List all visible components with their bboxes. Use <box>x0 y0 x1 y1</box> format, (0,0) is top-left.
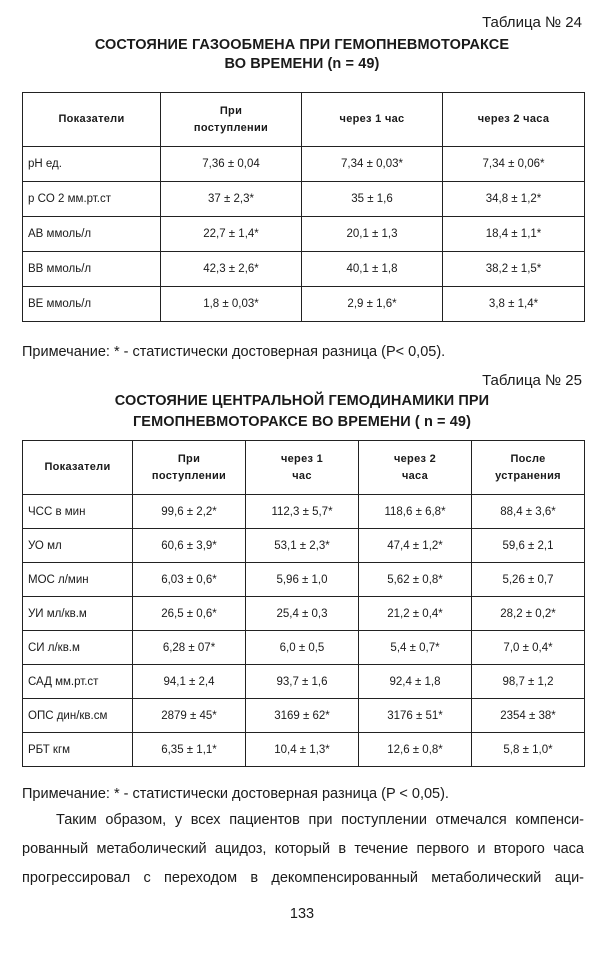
table-cell: 3176 ± 51* <box>359 699 472 733</box>
table-cell: 94,1 ± 2,4 <box>133 665 246 699</box>
table-cell: 22,7 ± 1,4* <box>161 217 302 252</box>
table-24-header-row <box>23 93 585 147</box>
paragraph-line: Таким образом, у всех пациентов при поступлении отмечался компенси- <box>56 812 584 828</box>
table-cell: 28,2 ± 0,2* <box>472 597 585 631</box>
table-cell: 18,4 ± 1,1* <box>443 217 585 252</box>
row-label: УО мл <box>23 529 133 563</box>
table-cell: 98,7 ± 1,2 <box>472 665 585 699</box>
table-cell: 3,8 ± 1,4* <box>443 287 585 322</box>
table-row <box>23 495 585 529</box>
body-paragraph <box>22 806 584 893</box>
table-24-title-line-1: СОСТОЯНИЕ ГАЗООБМЕНА ПРИ ГЕМОПНЕВМОТОРАКСЕ <box>94 37 510 53</box>
table-cell: 40,1 ± 1,8 <box>302 252 443 287</box>
table-25-title-line-1: СОСТОЯНИЕ ЦЕНТРАЛЬНОЙ ГЕМОДИНАМИКИ ПРИ <box>114 393 490 409</box>
table-cell: 25,4 ± 0,3 <box>246 597 359 631</box>
table-cell: 20,1 ± 1,3 <box>302 217 443 252</box>
paragraph-line: рованный метаболический ацидоз, который в течение первого и второго часа <box>22 841 584 857</box>
table-cell: 5,4 ± 0,7* <box>359 631 472 665</box>
table-cell: 2,9 ± 1,6* <box>302 287 443 322</box>
table-cell: 2879 ± 45* <box>133 699 246 733</box>
table-row <box>23 733 585 767</box>
table-row <box>23 182 585 217</box>
table-cell: 5,96 ± 1,0 <box>246 563 359 597</box>
row-label: ВЕ ммоль/л <box>23 287 161 322</box>
table-cell: 34,8 ± 1,2* <box>443 182 585 217</box>
table-row <box>23 665 585 699</box>
table-cell: 6,35 ± 1,1* <box>133 733 246 767</box>
table-24-note: Примечание: * - статистически достоверная разница (P< 0,05). <box>22 344 446 360</box>
table-25 <box>22 440 585 767</box>
table-25-header-cell: Показатели <box>23 441 133 495</box>
table-cell: 7,36 ± 0,04 <box>161 147 302 182</box>
table-cell: 6,03 ± 0,6* <box>133 563 246 597</box>
table-24-header-cell: через 2 часа <box>443 93 585 147</box>
row-label: РБТ кгм <box>23 733 133 767</box>
table-24-header-cell: Показатели <box>23 93 161 147</box>
table-cell: 2354 ± 38* <box>472 699 585 733</box>
table-cell: 1,8 ± 0,03* <box>161 287 302 322</box>
table-25-header-cell: При поступлении <box>133 441 246 495</box>
table-24-title-line-2: ВО ВРЕМЕНИ (n = 49) <box>224 56 380 72</box>
table-cell: 118,6 ± 6,8* <box>359 495 472 529</box>
row-label: pH ед. <box>23 147 161 182</box>
table-cell: 26,5 ± 0,6* <box>133 597 246 631</box>
row-label: ЧСС в мин <box>23 495 133 529</box>
paragraph-line: прогрессировал с переходом в декомпенсированный метаболический аци- <box>22 870 584 886</box>
row-label: МОС л/мин <box>23 563 133 597</box>
row-label: p CO 2 мм.рт.ст <box>23 182 161 217</box>
table-25-note: Примечание: * - статистически достоверная разница (P < 0,05). <box>22 786 449 802</box>
table-cell: 42,3 ± 2,6* <box>161 252 302 287</box>
table-cell: 5,62 ± 0,8* <box>359 563 472 597</box>
table-25-title <box>0 391 604 433</box>
table-24-header-cell: через 1 час <box>302 93 443 147</box>
table-cell: 59,6 ± 2,1 <box>472 529 585 563</box>
table-cell: 35 ± 1,6 <box>302 182 443 217</box>
table-row <box>23 699 585 733</box>
table-25-header-cell: После устранения <box>472 441 585 495</box>
table-row <box>23 217 585 252</box>
table-24 <box>22 92 585 322</box>
table-cell: 38,2 ± 1,5* <box>443 252 585 287</box>
table-cell: 92,4 ± 1,8 <box>359 665 472 699</box>
table-25-label: Таблица № 25 <box>482 372 582 389</box>
table-cell: 12,6 ± 0,8* <box>359 733 472 767</box>
table-cell: 99,6 ± 2,2* <box>133 495 246 529</box>
table-24-title <box>0 36 604 74</box>
table-cell: 88,4 ± 3,6* <box>472 495 585 529</box>
table-cell: 112,3 ± 5,7* <box>246 495 359 529</box>
table-row <box>23 287 585 322</box>
table-cell: 6,28 ± 07* <box>133 631 246 665</box>
row-label: СИ л/кв.м <box>23 631 133 665</box>
table-row <box>23 252 585 287</box>
table-25-title-line-2: ГЕМОПНЕВМОТОРАКСЕ ВО ВРЕМЕНИ ( n = 49) <box>132 414 471 430</box>
table-cell: 53,1 ± 2,3* <box>246 529 359 563</box>
table-25-header-cell: через 2 часа <box>359 441 472 495</box>
table-cell: 10,4 ± 1,3* <box>246 733 359 767</box>
table-row <box>23 529 585 563</box>
table-row <box>23 147 585 182</box>
table-cell: 7,34 ± 0,06* <box>443 147 585 182</box>
table-cell: 6,0 ± 0,5 <box>246 631 359 665</box>
row-label: САД мм.рт.ст <box>23 665 133 699</box>
table-cell: 37 ± 2,3* <box>161 182 302 217</box>
table-25-header-row <box>23 441 585 495</box>
table-24-header-cell: При поступлении <box>161 93 302 147</box>
table-row <box>23 563 585 597</box>
table-cell: 5,26 ± 0,7 <box>472 563 585 597</box>
row-label: УИ мл/кв.м <box>23 597 133 631</box>
table-cell: 7,34 ± 0,03* <box>302 147 443 182</box>
table-cell: 93,7 ± 1,6 <box>246 665 359 699</box>
table-cell: 21,2 ± 0,4* <box>359 597 472 631</box>
table-cell: 5,8 ± 1,0* <box>472 733 585 767</box>
table-cell: 7,0 ± 0,4* <box>472 631 585 665</box>
row-label: АВ ммоль/л <box>23 217 161 252</box>
row-label: ВВ ммоль/л <box>23 252 161 287</box>
table-24-label: Таблица № 24 <box>482 14 582 31</box>
table-cell: 60,6 ± 3,9* <box>133 529 246 563</box>
table-cell: 3169 ± 62* <box>246 699 359 733</box>
table-row <box>23 597 585 631</box>
page-number: 133 <box>289 906 315 922</box>
table-25-header-cell: через 1 час <box>246 441 359 495</box>
table-cell: 47,4 ± 1,2* <box>359 529 472 563</box>
row-label: ОПС дин/кв.см <box>23 699 133 733</box>
table-row <box>23 631 585 665</box>
